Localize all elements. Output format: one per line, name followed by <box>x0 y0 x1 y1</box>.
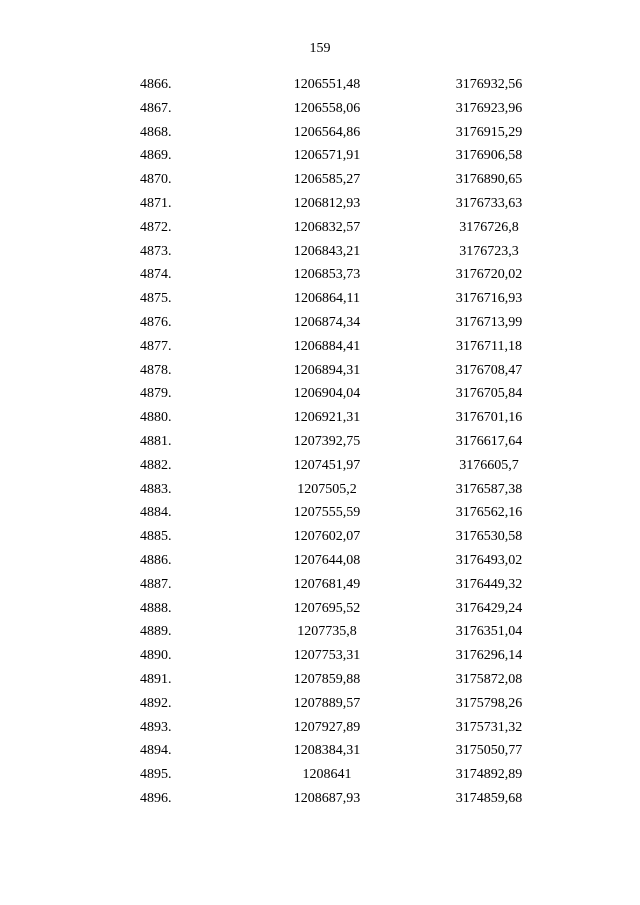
point-number: 4872. <box>140 219 172 235</box>
table-row <box>0 287 640 311</box>
point-number: 4867. <box>140 100 172 116</box>
table-row <box>0 787 640 811</box>
y-coordinate: 3176429,24 <box>455 600 523 616</box>
table-row <box>0 121 640 145</box>
point-number: 4879. <box>140 386 172 402</box>
x-coordinate: 1206585,27 <box>293 172 361 188</box>
x-coordinate: 1207602,07 <box>293 529 361 545</box>
x-coordinate: 1206564,86 <box>293 124 361 140</box>
point-number: 4868. <box>140 124 172 140</box>
table-row <box>0 192 640 216</box>
y-coordinate: 3176890,65 <box>455 172 523 188</box>
y-coordinate: 3176449,32 <box>455 576 523 592</box>
y-coordinate: 3176733,63 <box>455 195 523 211</box>
table-row <box>0 549 640 573</box>
x-coordinate: 1207927,89 <box>293 719 361 735</box>
page-number: 159 <box>309 41 331 56</box>
y-coordinate: 3176716,93 <box>455 291 523 307</box>
point-number: 4871. <box>140 195 172 211</box>
table-row <box>0 263 640 287</box>
x-coordinate: 1206884,41 <box>293 338 361 354</box>
x-coordinate: 1207451,97 <box>293 457 361 473</box>
y-coordinate: 3176711,18 <box>456 338 522 354</box>
table-row <box>0 668 640 692</box>
y-coordinate: 3176923,96 <box>455 100 523 116</box>
x-coordinate: 1207392,75 <box>293 433 361 449</box>
table-row <box>0 454 640 478</box>
y-coordinate: 3174892,89 <box>455 767 523 783</box>
y-coordinate: 3175050,77 <box>455 743 523 759</box>
table-row <box>0 501 640 525</box>
x-coordinate: 1207555,59 <box>293 505 361 521</box>
x-coordinate: 1207859,88 <box>293 671 361 687</box>
y-coordinate: 3176493,02 <box>455 552 523 568</box>
y-coordinate: 3176915,29 <box>455 124 523 140</box>
y-coordinate: 3175798,26 <box>455 695 523 711</box>
point-number: 4893. <box>140 719 172 735</box>
y-coordinate: 3176705,84 <box>455 386 523 402</box>
point-number: 4883. <box>140 481 172 497</box>
x-coordinate: 1208687,93 <box>293 790 361 806</box>
x-coordinate: 1208384,31 <box>293 743 361 759</box>
table-row <box>0 644 640 668</box>
x-coordinate: 1206812,93 <box>293 195 361 211</box>
y-coordinate: 3176932,56 <box>455 77 523 92</box>
point-number: 4886. <box>140 552 172 568</box>
point-number: 4869. <box>140 148 172 164</box>
table-row <box>0 335 640 359</box>
x-coordinate: 1206843,21 <box>293 243 361 259</box>
x-coordinate: 1206864,11 <box>294 291 360 307</box>
table-row <box>0 716 640 740</box>
point-number: 4878. <box>140 362 172 378</box>
y-coordinate: 3176726,8 <box>459 219 519 235</box>
point-number: 4895. <box>140 767 172 783</box>
table-row <box>0 144 640 168</box>
x-coordinate: 1208641 <box>302 767 352 783</box>
x-coordinate: 1207753,31 <box>293 648 361 664</box>
point-number: 4896. <box>140 790 172 806</box>
point-number: 4866. <box>140 77 172 92</box>
y-coordinate: 3176720,02 <box>455 267 523 283</box>
point-number: 4882. <box>140 457 172 473</box>
point-number: 4870. <box>140 172 172 188</box>
y-coordinate: 3176906,58 <box>455 148 523 164</box>
x-coordinate: 1207505,2 <box>297 481 357 497</box>
x-coordinate: 1206853,73 <box>293 267 361 283</box>
x-coordinate: 1206551,48 <box>293 77 361 92</box>
point-number: 4892. <box>140 695 172 711</box>
x-coordinate: 1206894,31 <box>293 362 361 378</box>
point-number: 4887. <box>140 576 172 592</box>
table-row <box>0 430 640 454</box>
point-number: 4885. <box>140 529 172 545</box>
y-coordinate: 3176587,38 <box>455 481 523 497</box>
point-number: 4884. <box>140 505 172 521</box>
x-coordinate: 1206921,31 <box>293 410 361 426</box>
table-row <box>0 525 640 549</box>
table-row <box>0 692 640 716</box>
point-number: 4889. <box>140 624 172 640</box>
table-row <box>0 97 640 121</box>
y-coordinate: 3176530,58 <box>455 529 523 545</box>
x-coordinate: 1206832,57 <box>293 219 361 235</box>
table-row <box>0 359 640 383</box>
x-coordinate: 1207644,08 <box>293 552 361 568</box>
table-row <box>0 382 640 406</box>
y-coordinate: 3175872,08 <box>455 671 523 687</box>
x-coordinate: 1207889,57 <box>293 695 361 711</box>
x-coordinate: 1206874,34 <box>293 314 361 330</box>
point-number: 4894. <box>140 743 172 759</box>
y-coordinate: 3176296,14 <box>455 648 523 664</box>
x-coordinate: 1207695,52 <box>293 600 361 616</box>
table-row <box>0 406 640 430</box>
table-row <box>0 597 640 621</box>
table-row <box>0 73 640 97</box>
x-coordinate: 1207735,8 <box>297 624 357 640</box>
y-coordinate: 3176351,04 <box>455 624 523 640</box>
point-number: 4873. <box>140 243 172 259</box>
y-coordinate: 3176617,64 <box>455 433 523 449</box>
x-coordinate: 1206558,06 <box>293 100 361 116</box>
x-coordinate: 1207681,49 <box>293 576 361 592</box>
table-row <box>0 311 640 335</box>
x-coordinate: 1206571,91 <box>293 148 361 164</box>
point-number: 4888. <box>140 600 172 616</box>
table-row <box>0 216 640 240</box>
y-coordinate: 3176562,16 <box>455 505 523 521</box>
point-number: 4874. <box>140 267 172 283</box>
y-coordinate: 3175731,32 <box>455 719 523 735</box>
point-number: 4880. <box>140 410 172 426</box>
y-coordinate: 3176708,47 <box>455 362 523 378</box>
coordinates-table <box>0 73 640 811</box>
table-row <box>0 168 640 192</box>
y-coordinate: 3174859,68 <box>455 790 523 806</box>
table-row <box>0 620 640 644</box>
table-row <box>0 240 640 264</box>
y-coordinate: 3176713,99 <box>455 314 523 330</box>
point-number: 4890. <box>140 648 172 664</box>
table-row <box>0 573 640 597</box>
table-row <box>0 739 640 763</box>
y-coordinate: 3176723,3 <box>459 243 519 259</box>
table-row <box>0 763 640 787</box>
table-row <box>0 478 640 502</box>
y-coordinate: 3176605,7 <box>459 457 519 473</box>
point-number: 4891. <box>140 671 172 687</box>
point-number: 4877. <box>140 338 172 354</box>
x-coordinate: 1206904,04 <box>293 386 361 402</box>
point-number: 4881. <box>140 433 172 449</box>
point-number: 4875. <box>140 291 172 307</box>
point-number: 4876. <box>140 314 172 330</box>
y-coordinate: 3176701,16 <box>455 410 523 426</box>
